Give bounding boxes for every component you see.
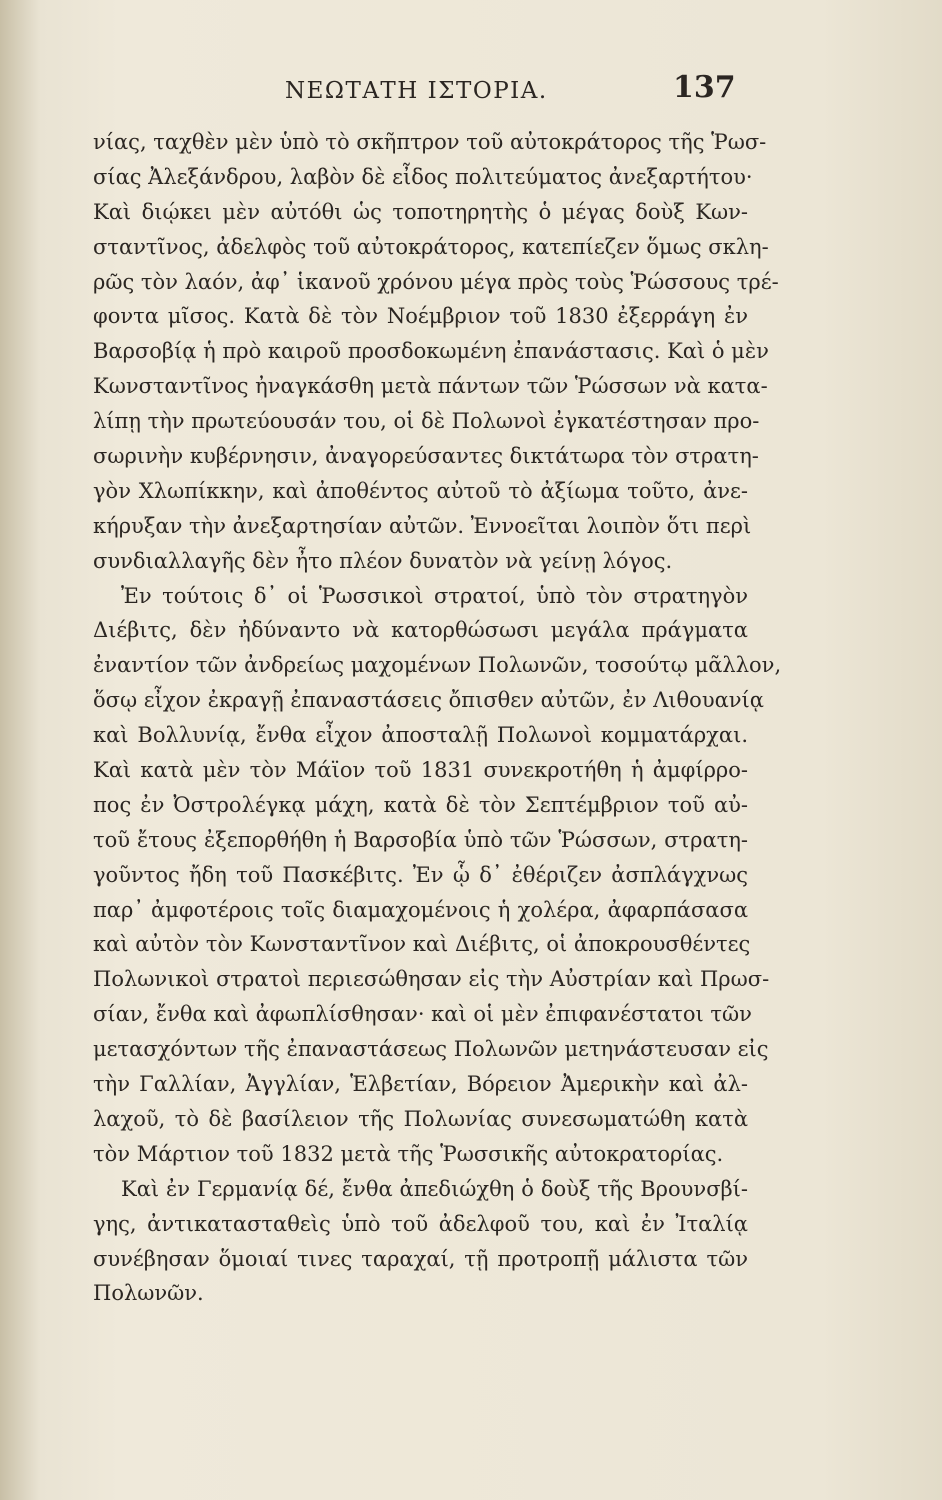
text-line: παρ᾽ ἀμφοτέροις τοῖς διαμαχομένοις ἡ χολέρα, ἀφαρπάσασα	[93, 897, 748, 922]
text-line: σίας Ἀλεξάνδρου, λαβὸν δὲ εἶδος πολιτεύματος ἀνεξαρτήτου·	[93, 164, 753, 189]
text-line: λίπῃ τὴν πρωτεύουσάν του, οἱ δὲ Πολωνοὶ ἐγκατέστησαν προ-	[93, 409, 760, 434]
text-line: Καὶ διῴκει μὲν αὐτόθι ὡς τοποτηρητὴς ὁ μέγας δοὺξ Κων-	[93, 199, 748, 224]
page-header	[0, 70, 942, 120]
text-line: γης, ἀντικατασταθεὶς ὑπὸ τοῦ ἀδελφοῦ του, καὶ ἐν Ἰταλίᾳ	[93, 1211, 748, 1236]
text-line: γὸν Χλωπίκκην, καὶ ἀποθέντος αὐτοῦ τὸ ἀξίωμα τοῦτο, ἀνε-	[93, 478, 748, 503]
text-line: Καὶ ἐν Γερμανίᾳ δέ, ἔνθα ἀπεδιώχθη ὁ δοὺξ τῆς Βρουνσβί-	[121, 1176, 748, 1201]
text-line: φοντα μῖσος. Κατὰ δὲ τὸν Νοέμβριον τοῦ 1830 ἐξερράγη ἐν	[93, 304, 748, 329]
text-line: πος ἐν Ὀστρολέγκᾳ μάχη, κατὰ δὲ τὸν Σεπτέμβριον τοῦ αὐ-	[93, 792, 748, 817]
text-line: νίας, ταχθὲν μὲν ὑπὸ τὸ σκῆπτρον τοῦ αὐτοκράτορος τῆς Ῥωσ-	[93, 130, 767, 154]
text-line: ἐναντίον τῶν ἀνδρείως μαχομένων Πολωνῶν, τοσούτῳ μᾶλλον,	[93, 653, 782, 678]
text-line: Πολωνῶν.	[93, 1281, 204, 1306]
text-line: γοῦντος ἤδη τοῦ Πασκέβιτς. Ἐν ᾧ δ᾽ ἐθέριζεν ἀσπλάγχνως	[93, 862, 748, 887]
text-line: Βαρσοβίᾳ ἡ πρὸ καιροῦ προσδοκωμένη ἐπανάστασις. Καὶ ὁ μὲν	[93, 339, 769, 364]
text-line: καὶ Βολλυνίᾳ, ἔνθα εἶχον ἀποσταλῇ Πολωνοὶ κομματάρχαι.	[93, 723, 748, 748]
text-line: κήρυξαν τὴν ἀνεξαρτησίαν αὐτῶν. Ἐννοεῖται λοιπὸν ὅτι περὶ	[93, 513, 752, 538]
text-line: τὸν Μάρτιον τοῦ 1832 μετὰ τῆς Ῥωσσικῆς αὐτοκρατορίας.	[93, 1141, 724, 1166]
text-line: Καὶ κατὰ μὲν τὸν Μάϊον τοῦ 1831 συνεκροτήθη ἡ ἀμφίρρο-	[93, 758, 748, 783]
text-line: μετασχόντων τῆς ἐπαναστάσεως Πολωνῶν μετηνάστευσαν εἰς	[93, 1037, 769, 1062]
text-line: ὅσῳ εἶχον ἐκραγῇ ἐπαναστάσεις ὄπισθεν αὐτῶν, ἐν Λιθουανίᾳ	[93, 688, 764, 713]
text-line: σίαν, ἔνθα καὶ ἀφωπλίσθησαν· καὶ οἱ μὲν ἐπιφανέστατοι τῶν	[93, 1002, 752, 1027]
text-line: σταντῖνος, ἀδελφὸς τοῦ αὐτοκράτορος, κατεπίεζεν ὅμως σκλη-	[93, 234, 769, 259]
text-line: Διέβιτς, δὲν ἠδύναντο νὰ κατορθώσωσι μεγάλα πράγματα	[93, 618, 748, 643]
running-head: ΝΕΩΤΑΤΗ ΙΣΤΟΡΙΑ.	[285, 78, 548, 104]
text-line: τοῦ ἔτους ἐξεπορθήθη ἡ Βαρσοβία ὑπὸ τῶν Ῥώσσων, στρατη-	[93, 827, 748, 852]
text-line: Πολωνικοὶ στρατοὶ περιεσώθησαν εἰς τὴν Αὐστρίαν καὶ Πρωσ-	[93, 967, 770, 992]
text-line: καὶ αὐτὸν τὸν Κωνσταντῖνον καὶ Διέβιτς, οἱ ἀποκρουσθέντες	[93, 932, 751, 957]
text-line: συνδιαλλαγῆς δὲν ἦτο πλέον δυνατὸν νὰ γείνῃ λόγος.	[93, 548, 673, 573]
text-line: συνέβησαν ὅμοιαί τινες ταραχαί, τῇ προτροπῇ μάλιστα τῶν	[93, 1246, 748, 1271]
text-line: Ἐν τούτοις δ᾽ οἱ Ῥωσσικοὶ στρατοί, ὑπὸ τὸν στρατηγὸν	[121, 583, 748, 608]
text-line: σωρινὴν κυβέρνησιν, ἀναγορεύσαντες δικτάτωρα τὸν στρατη-	[93, 444, 759, 469]
page-number: 137	[673, 70, 736, 105]
text-line: λαχοῦ, τὸ δὲ βασίλειον τῆς Πολωνίας συνεσωματώθη κατὰ	[93, 1106, 748, 1131]
body-text	[93, 125, 782, 1311]
text-line: τὴν Γαλλίαν, Ἀγγλίαν, Ἑλβετίαν, Βόρειον Ἀμερικὴν καὶ ἀλ-	[93, 1072, 748, 1097]
text-line: ρῶς τὸν λαόν, ἀφ᾽ ἱκανοῦ χρόνου μέγα πρὸς τοὺς Ῥώσσους τρέ-	[93, 269, 779, 294]
text-line: Κωνσταντῖνος ἠναγκάσθη μετὰ πάντων τῶν Ῥώσσων νὰ κατα-	[93, 374, 768, 399]
